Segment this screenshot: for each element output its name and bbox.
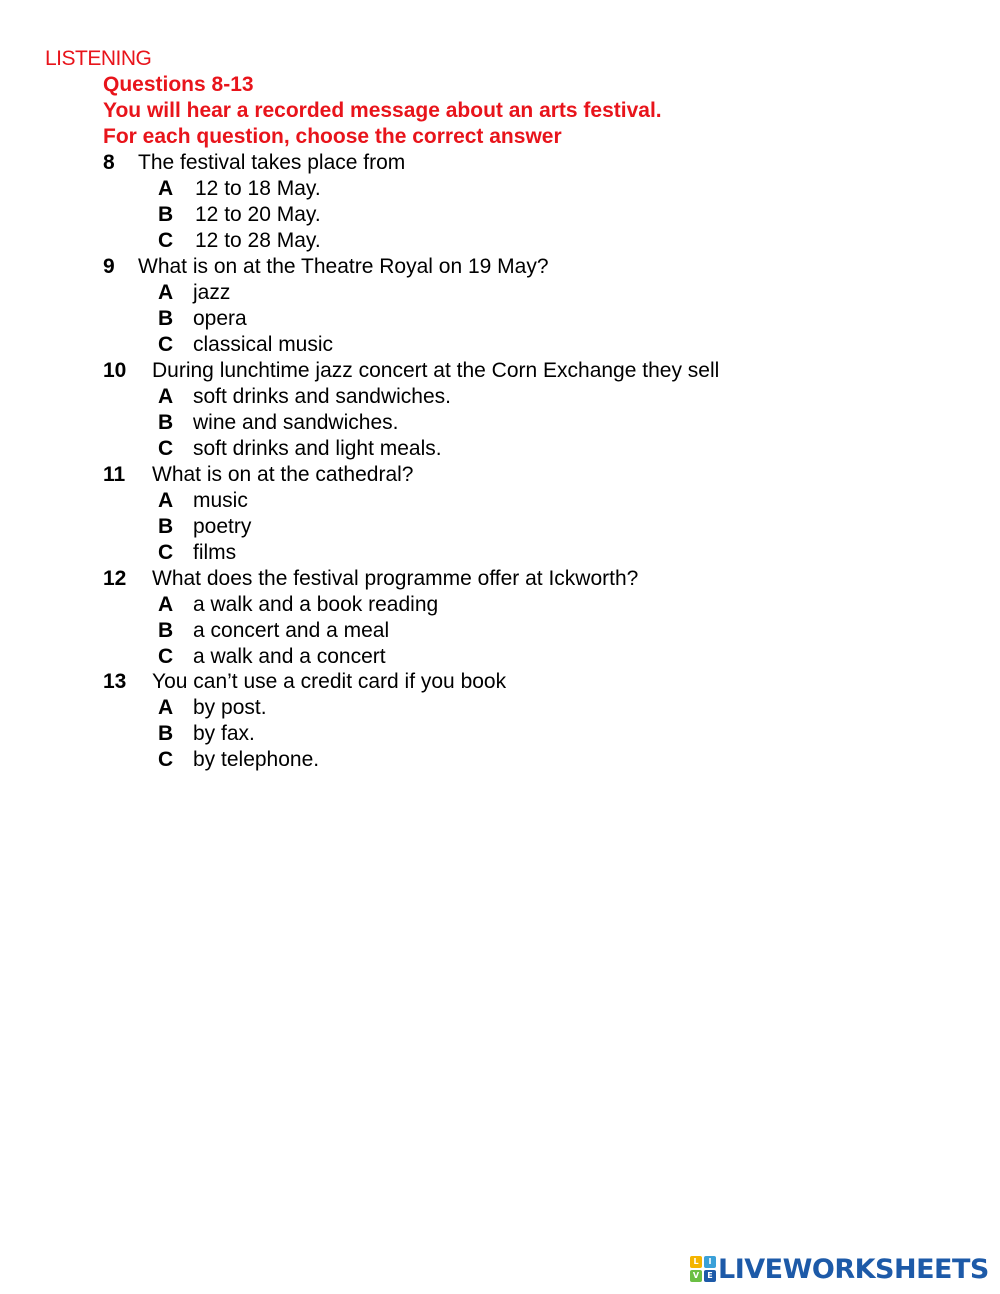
option-text: jazz <box>193 281 231 304</box>
option-letter: C <box>158 229 174 252</box>
question-text: The festival takes place from <box>138 151 406 174</box>
option-text: 12 to 20 May. <box>195 203 321 226</box>
question-text: You can’t use a credit card if you book <box>152 670 507 693</box>
logo-mark-cell: V <box>690 1270 702 1282</box>
instruction-line-2: For each question, choose the correct answer <box>103 125 562 148</box>
option-letter: A <box>158 177 174 200</box>
option-letter: C <box>158 645 174 668</box>
option-text: classical music <box>193 333 334 356</box>
logo-mark-cell: L <box>690 1256 702 1268</box>
option-letter: A <box>158 593 174 616</box>
question-number: 10 <box>103 359 127 382</box>
option-letter: B <box>158 203 174 226</box>
logo-mark-cell: I <box>704 1256 716 1268</box>
question-text: What is on at the cathedral? <box>152 463 414 486</box>
option-letter: C <box>158 748 174 771</box>
option-text: by fax. <box>193 722 255 745</box>
question-text: During lunchtime jazz concert at the Corn Exchange they sell <box>152 359 720 382</box>
question-number: 11 <box>103 463 126 486</box>
option-letter: B <box>158 307 174 330</box>
option-letter: C <box>158 437 174 460</box>
option-letter: A <box>158 696 174 719</box>
option-text: a walk and a concert <box>193 645 386 668</box>
option-letter: C <box>158 333 174 356</box>
option-letter: A <box>158 385 174 408</box>
section-title: LISTENING <box>45 47 152 70</box>
option-letter: B <box>158 619 174 642</box>
option-text: music <box>193 489 248 512</box>
option-text: soft drinks and sandwiches. <box>193 385 451 408</box>
question-number: 9 <box>103 255 115 278</box>
option-text: a concert and a meal <box>193 619 390 642</box>
option-text: films <box>193 541 237 564</box>
questions-label: Questions 8-13 <box>103 73 254 96</box>
option-letter: B <box>158 515 174 538</box>
logo-text: LIVEWORKSHEETS <box>718 1253 989 1285</box>
option-text: a walk and a book reading <box>193 593 439 616</box>
option-text: by post. <box>193 696 267 719</box>
question-number: 12 <box>103 567 127 590</box>
liveworksheets-logo[interactable] <box>690 1252 989 1286</box>
option-letter: A <box>158 281 174 304</box>
option-text: by telephone. <box>193 748 320 771</box>
option-text: 12 to 28 May. <box>195 229 321 252</box>
instruction-line-1: You will hear a recorded message about an arts festival. <box>103 99 662 122</box>
option-letter: C <box>158 541 174 564</box>
option-letter: A <box>158 489 174 512</box>
option-text: wine and sandwiches. <box>193 411 399 434</box>
question-number: 8 <box>103 151 115 174</box>
option-text: poetry <box>193 515 252 538</box>
option-text: opera <box>193 307 247 330</box>
option-letter: B <box>158 411 174 434</box>
question-text: What is on at the Theatre Royal on 19 May? <box>138 255 549 278</box>
option-text: soft drinks and light meals. <box>193 437 442 460</box>
liveworksheets-logo-icon <box>690 1256 716 1282</box>
question-number: 13 <box>103 670 127 693</box>
option-text: 12 to 18 May. <box>195 177 321 200</box>
question-text: What does the festival programme offer at Ickworth? <box>152 567 639 590</box>
option-letter: B <box>158 722 174 745</box>
logo-mark-cell: E <box>704 1270 716 1282</box>
